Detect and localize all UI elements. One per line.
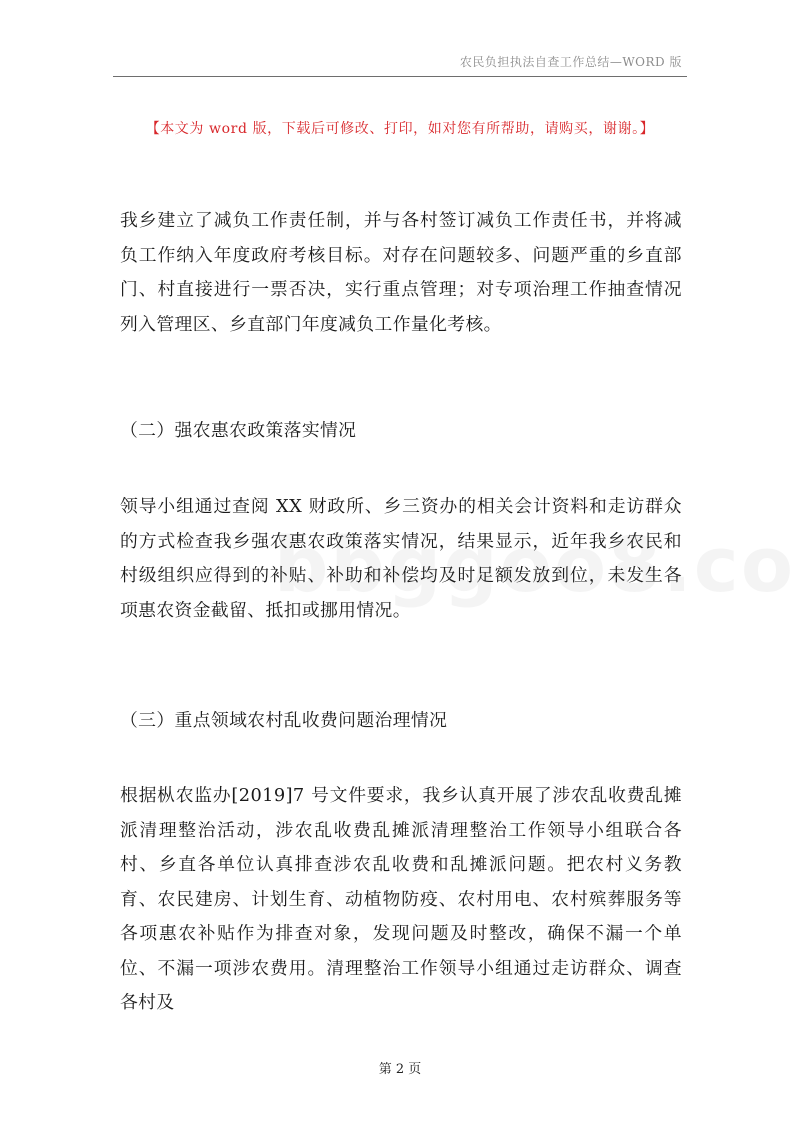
paragraph-responsibility-system: 我乡建立了减负工作责任制，并与各村签订减负工作责任书，并将减负工作纳入年度政府考核目标。对存在问题较多、问题严重的乡直部门、村直接进行一票否决，实行重点管理；对专项治理工作抽查情况列入管理区、乡直部门年度减负工作量化考核。 — [120, 210, 682, 335]
page-number: 第 2 页 — [378, 1062, 422, 1077]
header-title: 农民负担执法自查工作总结—WORD 版 — [459, 55, 682, 69]
paragraph-fee-cleanup: 根据枞农监办[2019]7 号文件要求，我乡认真开展了涉农乱收费乱摊派清理整治活动，涉农乱收费乱摊派清理整治工作领导小组联合各村、乡直各单位认真排查涉农乱收费和乱摊派问题。把农村义务教育、农民建房、计划生育、动植物防疫、农村用电、农村殡葬服务等各项惠农补贴作为排查对象，发现问题及时整改，确保不漏一个单位、不漏一项涉农费用。清理整治工作领导小组通过走访群众、调查各村及 — [120, 785, 682, 1013]
section-heading-fee-governance: （三）重点领域农村乱收费问题治理情况 — [120, 710, 448, 731]
paragraph-policy-inspection: 领导小组通过查阅 XX 财政所、乡三资办的相关会计资料和走访群众的方式检查我乡强农惠农政策落实情况，结果显示，近年我乡农民和村级组织应得到的补贴、补助和补偿均及时足额发放到位，未发生各项惠农资金截留、抵扣或挪用情况。 — [120, 496, 682, 621]
section-heading-policy-implementation: （二）强农惠农政策落实情况 — [120, 420, 357, 441]
purchase-notice: 【本文为 word 版，下载后可修改、打印，如对您有所帮助，请购买，谢谢。】 — [145, 121, 655, 137]
header-divider — [113, 76, 687, 77]
